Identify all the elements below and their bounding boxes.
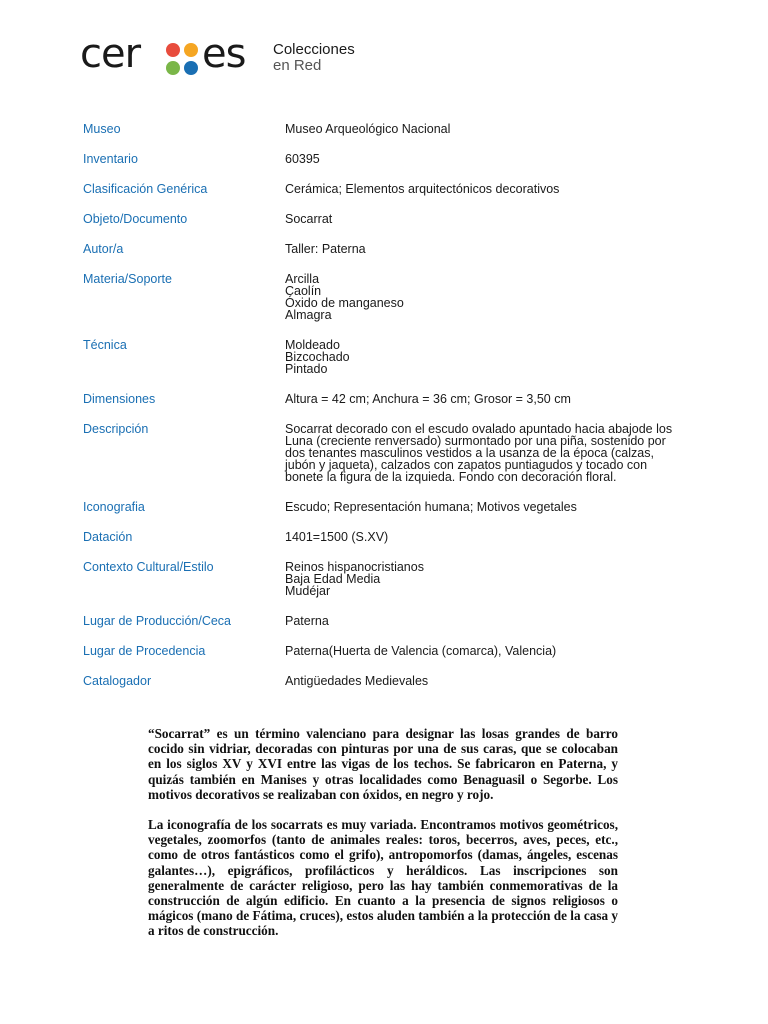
record-value-line: Escudo; Representación humana; Motivos vegetales bbox=[285, 500, 577, 514]
record-label: Técnica bbox=[83, 338, 127, 352]
record-value-line: 60395 bbox=[285, 152, 320, 166]
record-value bbox=[285, 338, 703, 375]
logo-text-cer: cer bbox=[80, 31, 141, 77]
record-value-line: Arcilla bbox=[285, 272, 320, 286]
record-value-line: Moldeado bbox=[285, 338, 340, 352]
record-value bbox=[285, 674, 703, 687]
record-label: Clasificación Genérica bbox=[83, 182, 208, 196]
record-row bbox=[83, 530, 703, 543]
record-label: Autor/a bbox=[83, 242, 124, 256]
record-row bbox=[83, 644, 703, 657]
essay bbox=[148, 726, 618, 954]
record-value bbox=[285, 242, 703, 255]
logo-dot bbox=[184, 43, 198, 57]
record-row bbox=[83, 422, 703, 483]
record-row bbox=[83, 122, 703, 135]
logo-dots-icon bbox=[166, 43, 200, 77]
record-value bbox=[285, 614, 703, 627]
logo-subtitle-line1: Colecciones bbox=[273, 41, 355, 58]
record-row bbox=[83, 392, 703, 405]
record-value-line: bonete la figura de la izquieda. Fondo con decoración floral. bbox=[285, 470, 617, 484]
logo-dot bbox=[184, 61, 198, 75]
record-label: Lugar de Producción/Ceca bbox=[83, 614, 232, 628]
record-value-line: Socarrat bbox=[285, 212, 333, 226]
record-value-line: Paterna(Huerta de Valencia (comarca), Valencia) bbox=[285, 644, 557, 658]
record-value bbox=[285, 500, 703, 513]
record-row bbox=[83, 272, 703, 321]
record-row bbox=[83, 614, 703, 627]
record-label: Materia/Soporte bbox=[83, 272, 172, 286]
logo-dot bbox=[166, 43, 180, 57]
record-value bbox=[285, 530, 703, 543]
record-label: Descripción bbox=[83, 422, 149, 436]
record-label: Contexto Cultural/Estilo bbox=[83, 560, 214, 574]
logo-text-es: es bbox=[202, 31, 246, 77]
record-value-line: Altura = 42 cm; Anchura = 36 cm; Grosor = 3,50 cm bbox=[285, 392, 571, 406]
record-row bbox=[83, 152, 703, 165]
record-value bbox=[285, 212, 703, 225]
record-value-line: Paterna bbox=[285, 614, 329, 628]
record-value-line: Luna (creciente renversado) surmontado por una piña, sostenido por bbox=[285, 434, 666, 448]
record-value bbox=[285, 422, 703, 483]
record-value-line: Caolín bbox=[285, 284, 322, 298]
record-value-line: Almagra bbox=[285, 308, 332, 322]
record-label: Dimensiones bbox=[83, 392, 156, 406]
record-value-line: dos tenantes masculinos vestidos a la usanza de la época (calzas, bbox=[285, 446, 654, 460]
record-value-line: Mudéjar bbox=[285, 584, 331, 598]
record-value bbox=[285, 560, 703, 597]
record-label: Objeto/Documento bbox=[83, 212, 188, 226]
record-value-line: Óxido de manganeso bbox=[285, 296, 404, 310]
record-label: Datación bbox=[83, 530, 133, 544]
record-row bbox=[83, 674, 703, 687]
record-row bbox=[83, 212, 703, 225]
record-row bbox=[83, 338, 703, 375]
record-value-line: Antigüedades Medievales bbox=[285, 674, 429, 688]
record-value-line: jubón y jaqueta), calzados con zapatos puntiagudos y tocado con bbox=[285, 458, 648, 472]
record-row bbox=[83, 560, 703, 597]
record-value-line: Pintado bbox=[285, 362, 328, 376]
record-row bbox=[83, 182, 703, 195]
logo-dot bbox=[166, 61, 180, 75]
record-value-line: Museo Arqueológico Nacional bbox=[285, 122, 451, 136]
record-label: Iconografia bbox=[83, 500, 145, 514]
record-value bbox=[285, 392, 703, 405]
record-value-line: 1401=1500 (S.XV) bbox=[285, 530, 389, 544]
record-value-line: Bizcochado bbox=[285, 350, 350, 364]
record-label: Museo bbox=[83, 122, 121, 136]
record-value bbox=[285, 152, 703, 165]
record-row bbox=[83, 500, 703, 513]
essay-paragraph-1: “Socarrat” es un término valenciano para designar las losas grandes de barro cocido sin vidriar, decoradas con pinturas por una de sus caras, que se colocaban en los siglos XV y XVI entre las vigas de los techos. Se fabricaron en Paterna, y quizás también en Manises y otras localidades como Benaguasil o Segorbe. Los motivos decorativos se realizaban con óxidos, en negro y rojo. bbox=[148, 726, 618, 802]
record-row bbox=[83, 242, 703, 255]
record-value bbox=[285, 272, 703, 321]
record-value-line: Cerámica; Elementos arquitectónicos decorativos bbox=[285, 182, 560, 196]
record-value bbox=[285, 122, 703, 135]
record-label: Catalogador bbox=[83, 674, 152, 688]
record-value bbox=[285, 182, 703, 195]
record-value-line: Baja Edad Media bbox=[285, 572, 381, 586]
record-value bbox=[285, 644, 703, 657]
logo-subtitle bbox=[273, 42, 355, 74]
essay-paragraph-2: La iconografía de los socarrats es muy variada. Encontramos motivos geométricos, vegetales, zoomorfos (tanto de animales reales: toros, becerros, aves, peces, etc., como de otros fantásticos como el grifo), antropomorfos (damas, ángeles, escenas galantes…), epigráficos, profilácticos y heráldicos. Las inscripciones son generalmente de carácter religioso, pero las hay también conmemorativas de la construcción de algún edificio. En cuanto a la presencia de signos religiosos o mágicos (mano de Fátima, cruces), estos aluden también a la protección de la casa y a ritos de construcción. bbox=[148, 817, 618, 939]
record-value-line: Socarrat decorado con el escudo ovalado apuntado hacia abajode los bbox=[285, 422, 673, 436]
record-table bbox=[83, 122, 703, 687]
header-logo bbox=[80, 31, 480, 80]
record-label: Lugar de Procedencia bbox=[83, 644, 206, 658]
logo-subtitle-line2: en Red bbox=[273, 57, 322, 74]
record-value-line: Reinos hispanocristianos bbox=[285, 560, 424, 574]
record-label: Inventario bbox=[83, 152, 138, 166]
record-value-line: Taller: Paterna bbox=[285, 242, 366, 256]
